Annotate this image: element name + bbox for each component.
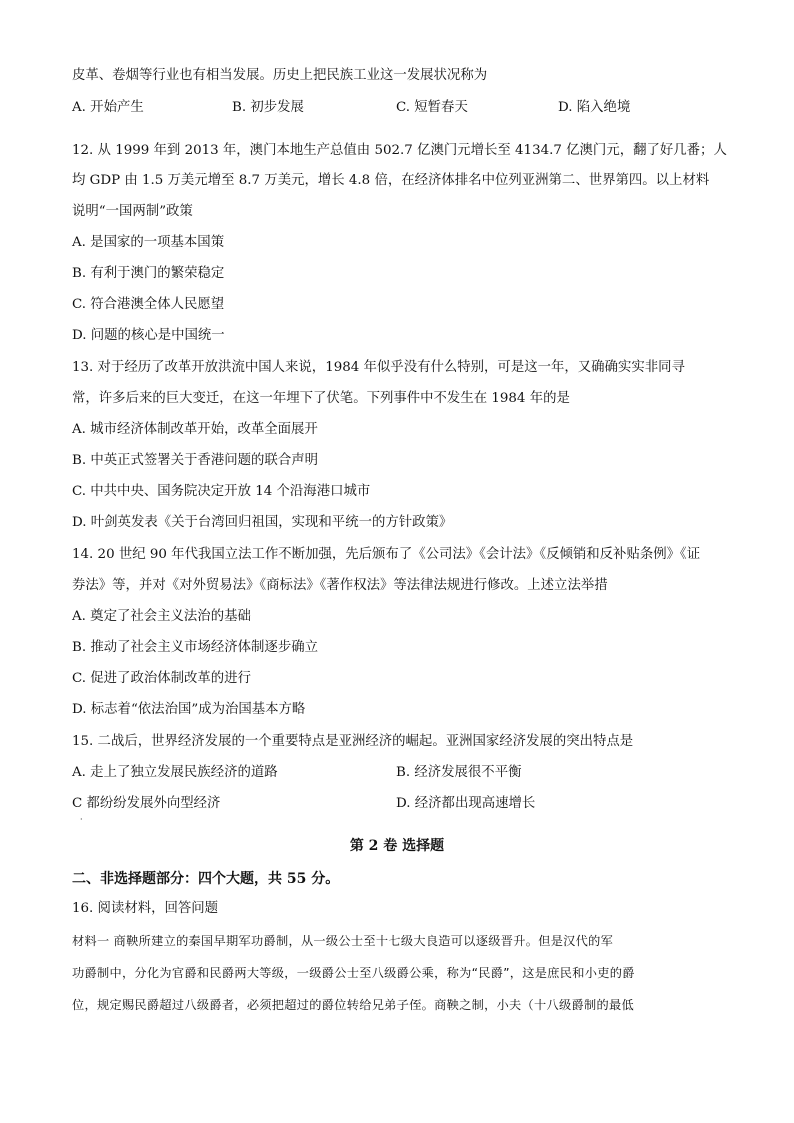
- q14-stem-line-1: 14. 20 世纪 90 年代我国立法工作不断加强，先后颁布了《公司法》《会计法》《反倾销和反补贴条例》《证: [72, 547, 701, 562]
- q15-options-row-2: [72, 794, 732, 814]
- q11-option-c[interactable]: C. 短暂春天: [396, 100, 468, 115]
- q13-option-d[interactable]: D. 叶剑英发表《关于台湾回归祖国，实现和平统一的方针政策》: [72, 515, 453, 530]
- q15-option-a[interactable]: A. 走上了独立发展民族经济的道路: [72, 765, 278, 780]
- q15-option-c[interactable]: C 都纷纷发展外向型经济: [72, 796, 221, 811]
- q12-option-d[interactable]: D. 问题的核心是中国统一: [72, 328, 225, 343]
- q11-option-d[interactable]: D. 陷入绝境: [558, 100, 631, 115]
- part-title: 二、非选择题部分：四个大题，共 55 分。: [72, 871, 340, 887]
- q11-option-b[interactable]: B. 初步发展: [232, 100, 304, 115]
- q15-stem-line-1: 15. 二战后，世界经济发展的一个重要特点是亚洲经济的崛起。亚洲国家经济发展的突出特点是: [72, 734, 634, 749]
- section-title: 第 2 卷 选择题: [349, 838, 445, 854]
- q11-stem-tail: 皮革、卷烟等行业也有相当发展。历史上把民族工业这一发展状况称为: [72, 68, 488, 83]
- q15-option-b[interactable]: B. 经济发展很不平衡: [396, 765, 522, 780]
- q12-stem-line-3: 说明“一国两制”政策: [72, 204, 193, 219]
- q15-options-row-1: [72, 763, 732, 783]
- q16-stem: 16. 阅读材料，回答问题: [72, 901, 219, 916]
- q12-option-c[interactable]: C. 符合港澳全体人民愿望: [72, 297, 225, 312]
- q12-option-a[interactable]: A. 是国家的一项基本国策: [72, 235, 225, 250]
- q11-option-a[interactable]: A. 开始产生: [72, 100, 144, 115]
- q15-option-d[interactable]: D. 经济都出现高速增长: [396, 796, 536, 811]
- q13-option-b[interactable]: B. 中英正式签署关于香港问题的联合声明: [72, 453, 318, 468]
- q13-stem-line-1: 13. 对于经历了改革开放洪流中国人来说，1984 年似乎没有什么特别，可是这一年，又确确实实非同寻: [72, 360, 685, 375]
- q14-option-b[interactable]: B. 推动了社会主义市场经济体制逐步确立: [72, 640, 318, 655]
- q16-material-line-2: 功爵制中，分化为官爵和民爵两大等级，一级爵公士至八级爵公乘，称为“民爵”，这是庶民和小吏的爵: [72, 966, 635, 980]
- q16-material-line-1: 材料一 商鞅所建立的秦国早期军功爵制，从一级公士至十七级大良造可以逐级晋升。但是汉代的军: [72, 934, 614, 948]
- q13-stem-line-2: 常，许多后来的巨大变迁，在这一年埋下了伏笔。下列事件中不发生在 1984 年的是: [72, 391, 570, 406]
- q14-option-a[interactable]: A. 奠定了社会主义法治的基础: [72, 609, 251, 624]
- q14-stem-line-2: 券法》等，并对《对外贸易法》《商标法》《著作权法》等法律法规进行修改。上述立法举措: [72, 578, 608, 593]
- q11-options: [72, 98, 732, 118]
- q12-stem-line-1: 12. 从 1999 年到 2013 年，澳门本地生产总值由 502.7 亿澳门元增长至 4134.7 亿澳门元，翻了好几番；人: [72, 143, 727, 158]
- q16-material-line-3: 位，规定赐民爵超过八级爵者，必须把超过的爵位转给兄弟子侄。商鞅之制，小夫（十八级爵制的最低: [72, 998, 634, 1012]
- q12-option-b[interactable]: B. 有利于澳门的繁荣稳定: [72, 266, 225, 281]
- q13-option-a[interactable]: A. 城市经济体制改革开始，改革全面展开: [72, 422, 318, 437]
- q13-option-c[interactable]: C. 中共中央、国务院决定开放 14 个沿海港口城市: [72, 484, 371, 499]
- q14-option-d[interactable]: D. 标志着“依法治国”成为治国基本方略: [72, 702, 306, 717]
- q12-stem-line-2: 均 GDP 由 1.5 万美元增至 8.7 万美元，增长 4.8 倍，在经济体排名中位列亚洲第二、世界第四。以上材料: [72, 173, 710, 188]
- stray-mark: ·: [80, 815, 83, 824]
- q14-option-c[interactable]: C. 促进了政治体制改革的进行: [72, 671, 251, 686]
